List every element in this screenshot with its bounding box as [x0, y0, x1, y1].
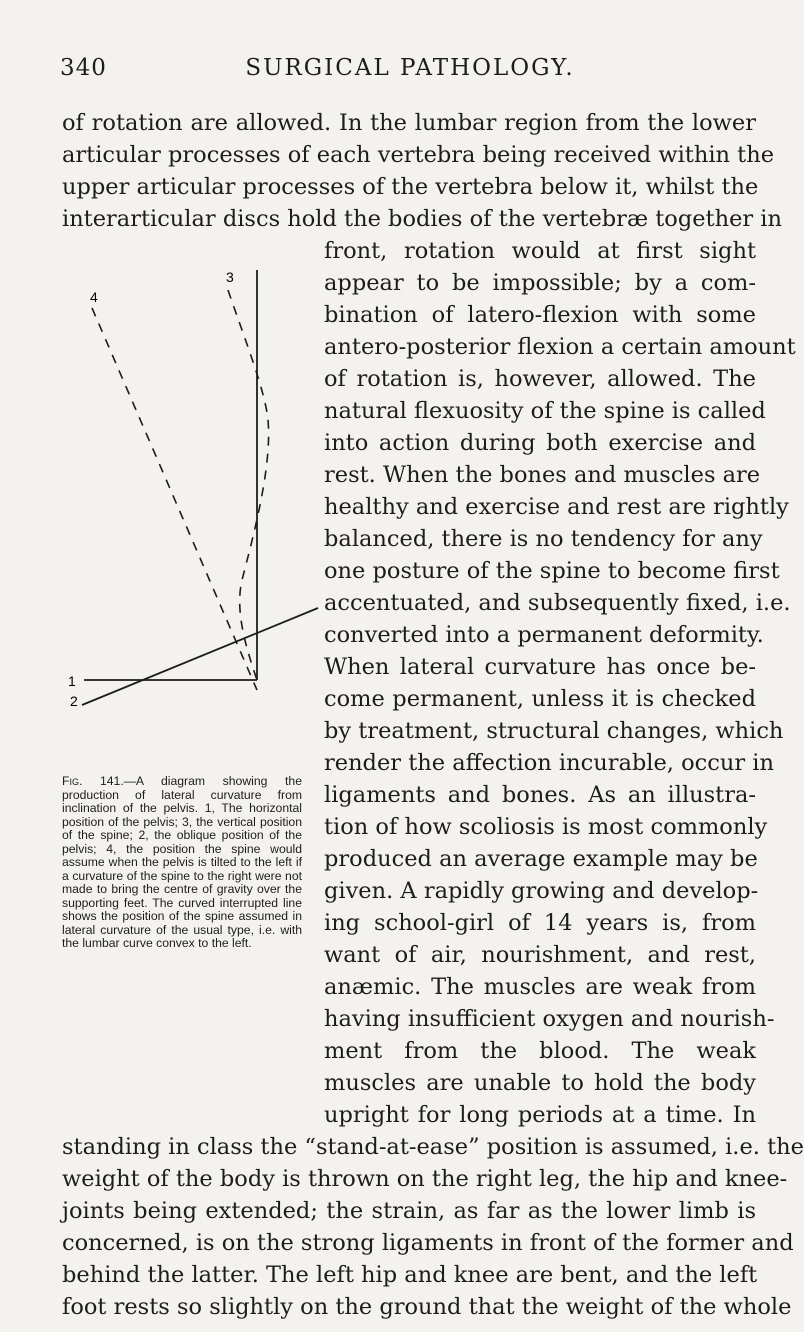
body-line: rest. When the bones and muscles are: [324, 462, 761, 488]
label-2: 2: [70, 693, 78, 709]
body-line: appear to be impossible; by a com-: [324, 270, 756, 296]
body-line: tion of how scoliosis is most commonly: [324, 814, 768, 840]
body-line: standing in class the “stand-at-ease” position is assumed, i.e. the: [62, 1134, 804, 1160]
body-line: accentuated, and subsequently fixed, i.e.: [324, 590, 791, 616]
curved-interrupted-line: [228, 290, 269, 680]
body-line: ment from the blood. The weak: [324, 1038, 756, 1064]
body-line: balanced, there is no tendency for any: [324, 526, 763, 552]
body-line: render the affection incurable, occur in: [324, 750, 774, 776]
body-line: concerned, is on the strong ligaments in front of the former and: [62, 1230, 794, 1256]
tilted-spine-line: [92, 308, 257, 690]
body-line: bination of latero-flexion with some: [324, 302, 756, 328]
label-1: 1: [68, 673, 76, 689]
body-line: into action during both exercise and: [324, 430, 756, 456]
body-line: by treatment, structural changes, which: [324, 718, 784, 744]
body-line: anæmic. The muscles are weak from: [324, 974, 756, 1000]
body-line: of rotation is, however, allowed. The: [324, 366, 756, 392]
spine-diagram: [60, 260, 320, 709]
body-line: antero-posterior flexion a certain amount: [324, 334, 796, 360]
body-line: produced an average example may be: [324, 846, 758, 872]
figure-caption-text: —A diagram showing the production of lateral curvature from inclination of the pelvis. 1, The horizontal position of the pelvis; 3, the vertical position of the spine; 2, the oblique position of the pelvis; 4, the position the spine would assume when the pelvis is tilted to the left if a curvature of the spine to the right were not made to bring the centre of gravity over the supporting feet. The curved interrupted line shows the position of the spine assumed in lateral curvature of the usual type, i.e. with the lumbar curve convex to the left.: [62, 774, 302, 950]
body-line: upright for long periods at a time. In: [324, 1102, 756, 1128]
body-line: want of air, nourishment, and rest,: [324, 942, 756, 968]
body-line: behind the latter. The left hip and knee are bent, and the left: [62, 1262, 758, 1288]
body-line: having insufficient oxygen and nourish-: [324, 1006, 775, 1032]
body-line: of rotation are allowed. In the lumbar region from the lower: [62, 110, 756, 136]
figure-caption-label: Fig. 141.: [62, 774, 124, 788]
body-line: When lateral curvature has once be-: [324, 654, 756, 680]
body-line: joints being extended; the strain, as far as the lower limb is: [62, 1198, 756, 1224]
body-line: come permanent, unless it is checked: [324, 686, 756, 712]
label-3: 3: [226, 269, 234, 285]
body-line: weight of the body is thrown on the right leg, the hip and knee-: [62, 1166, 788, 1192]
figure-caption: [62, 775, 302, 951]
body-line: muscles are unable to hold the body: [324, 1070, 756, 1096]
running-title: SURGICAL PATHOLOGY.: [245, 55, 575, 81]
body-line: healthy and exercise and rest are rightly: [324, 494, 789, 520]
body-line: upper articular processes of the vertebra below it, whilst the: [62, 174, 759, 200]
body-line: converted into a permanent deformity.: [324, 622, 764, 648]
body-line: ligaments and bones. As an illustra-: [324, 782, 756, 808]
body-line: one posture of the spine to become first: [324, 558, 780, 584]
label-4: 4: [90, 289, 98, 305]
body-line: ing school-girl of 14 years is, from: [324, 910, 756, 936]
body-line: foot rests so slightly on the ground that the weight of the whole: [62, 1294, 792, 1320]
oblique-pelvis-line: [82, 608, 318, 705]
page-header: [60, 55, 760, 85]
body-line: given. A rapidly growing and develop-: [324, 878, 759, 904]
body-line: interarticular discs hold the bodies of the vertebræ together in: [62, 206, 782, 232]
page-number: 340: [60, 55, 107, 81]
body-line: front, rotation would at first sight: [324, 238, 756, 264]
body-line: articular processes of each vertebra being received within the: [62, 142, 775, 168]
body-line: natural flexuosity of the spine is called: [324, 398, 766, 424]
